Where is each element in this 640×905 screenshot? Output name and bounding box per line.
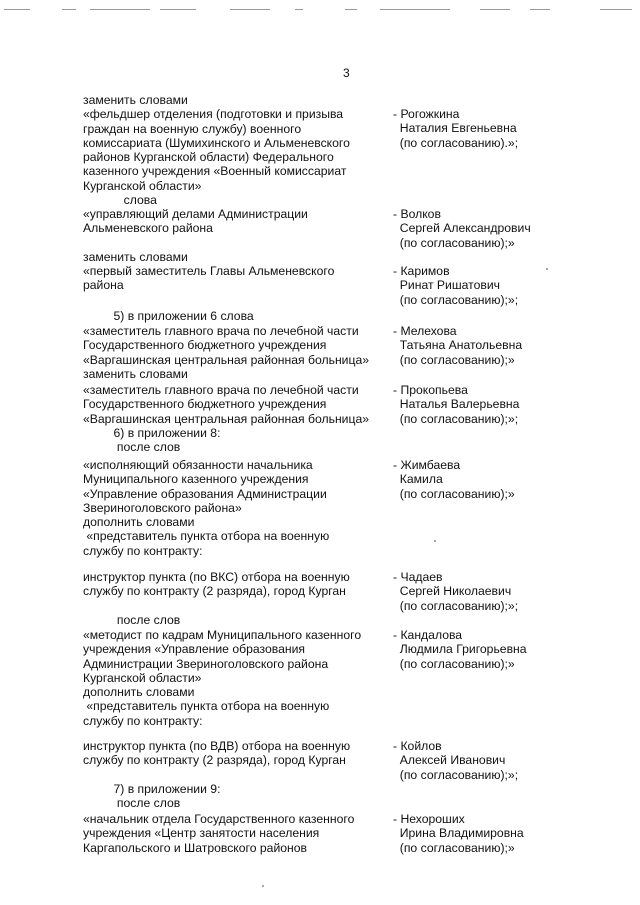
page-number: 3 [343, 66, 350, 80]
entry-text: «методист по кадрам Муниципального казенного учреждения «Управление образования Администрации Звериноголовского района Курганской области» дополнить словами «представитель пункта отбора на военную службу по контракту: [83, 628, 362, 728]
entry-person: - Прокопьева Наталья Валерьевна (по согласованию);»; [393, 383, 520, 426]
entry-person: - Рогожкина Наталия Евгеньевна (по согласованию).»; [393, 107, 519, 150]
entry-text: «заместитель главного врача по лечебной части Государственного бюджетного учреждения «Варгашинская центральная районная больница» заменить словами [83, 324, 370, 381]
scan-speck [262, 885, 264, 887]
scan-speck [434, 540, 436, 542]
entry-person: - Кандалова Людмила Григорьевна (по согласованию);» [393, 628, 527, 671]
entry-text: 5) в приложении 6 слова [83, 309, 254, 323]
entry-person: - Нехороших Ирина Владимировна (по согласованию);» [393, 812, 524, 855]
entry-person: - Койлов Алексей Иванович (по согласованию);»; [393, 739, 519, 782]
entry-text: «первый заместитель Главы Альменевского района [83, 264, 335, 293]
entry-person: - Каримов Ринат Ришатович (по согласованию);»; [393, 264, 519, 307]
entry-text: «исполняющий обязанности начальника Муниципального казенного учреждения «Управление образования Администрации Звериноголовского района» дополнить словами «представитель пункта отбора на военную службу по контракту: [83, 458, 330, 558]
entry-person: - Жимбаева Камила (по согласованию);» [393, 458, 515, 501]
scan-speck [546, 268, 548, 270]
entry-person: - Волков Сергей Александрович (по согласованию);» [393, 207, 531, 250]
entry-text: «заместитель главного врача по лечебной части Государственного бюджетного учреждения «Варгашинская центральная районная больница» 6) в приложении 8: после слов [83, 383, 370, 455]
entry-text: «управляющий делами Администрации Альменевского района [83, 207, 308, 236]
entry-text: заменить словами [83, 250, 188, 264]
entry-person: - Мелехова Татьяна Анатольевна (по согласованию);» [393, 324, 523, 367]
entry-text: инструктор пункта (по ВКС) отбора на военную службу по контракту (2 разряда), город Курган после слов [83, 570, 350, 627]
entry-person: - Чадаев Сергей Николаевич (по согласованию);»; [393, 570, 519, 613]
entry-text: инструктор пункта (по ВДВ) отбора на военную службу по контракту (2 разряда), город Курган 7) в приложении 9: после слов [83, 739, 351, 811]
entry-text: заменить словами «фельдшер отделения (подготовки и призыва граждан на военную службу) военного комиссариата (Шумихинского и Альменевского районов Курганской области) Федерального казенного учреждения «Военный комиссариат Курганской области» слова [83, 93, 350, 208]
entry-text: «начальник отдела Государственного казенного учреждения «Центр занятости населения Каргапольского и Шатровского районов [83, 812, 355, 855]
